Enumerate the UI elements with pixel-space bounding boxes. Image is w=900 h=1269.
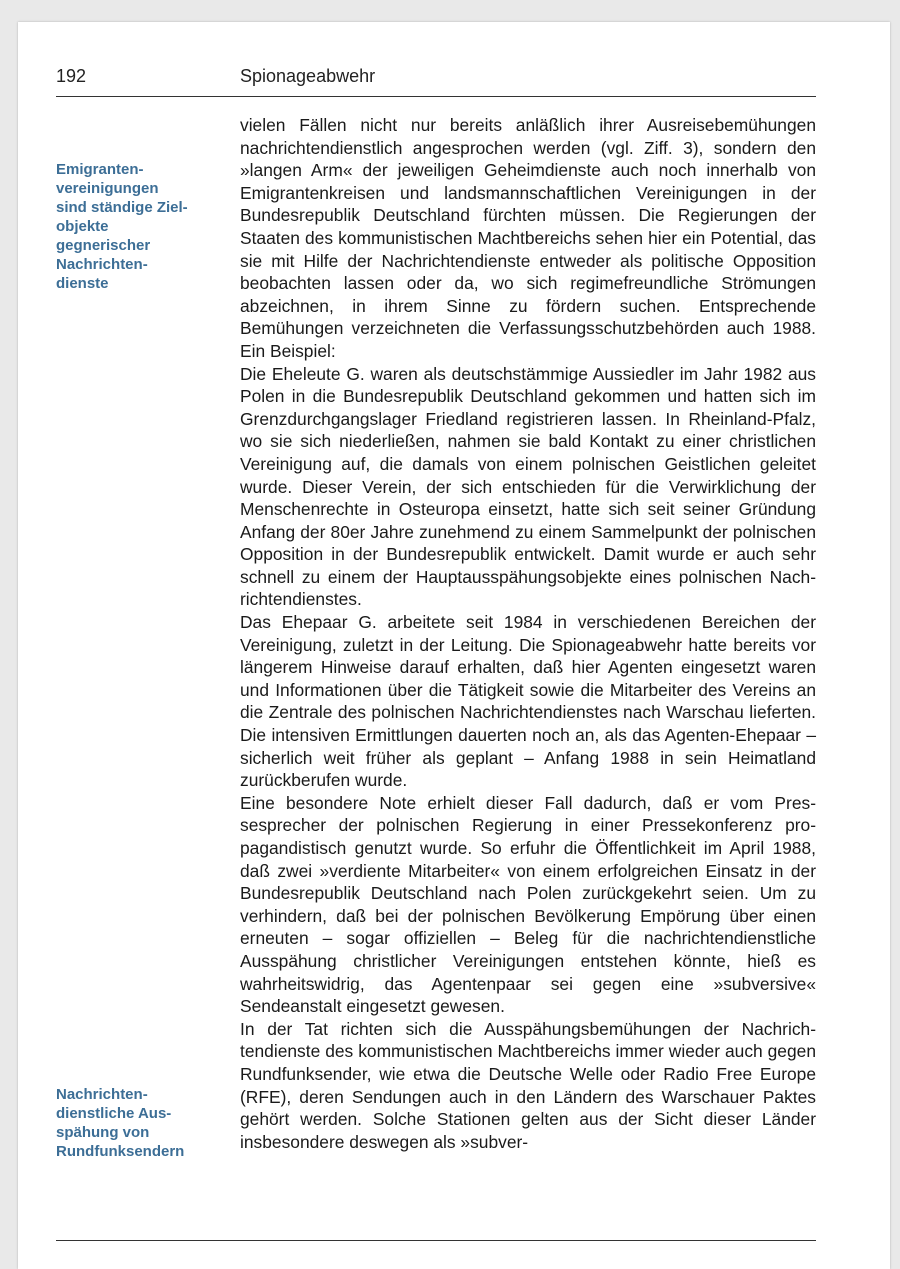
page-header [18,66,890,92]
paragraph: vielen Fällen nicht nur bereits anläßlich ihrer Ausreisebemühungen nachrichtendienstlich angesprochen werden (vgl. Ziff. 3), sondern den »langen Arm« der jeweiligen Geheimdienste auch noch innerhalb von Emigrantenkreisen und landsmannschaftlichen Vereinigungen in der Bundesrepublik Deutschland fürchten müssen. Die Regierungen der Staaten des kommunistischen Machtbereichs sehen hier ein Potential, das sie mit Hilfe der Nachrichtendienste entweder als politische Opposition beobachten lassen oder da, wo sich regimefreundliche Strömungen abzeichnen, in ihrem Sinne zu fördern suchen. Entsprechende Bemühungen verzeichneten die Verfassungsschutzbehörden auch 1988. Ein Beispiel: [240,115,816,361]
paragraph: Das Ehepaar G. arbeitete seit 1984 in verschiedenen Bereichen der Vereinigung, zuletzt in der Leitung. Die Spionageabwehr hatte bereits vor längerem Hinweise darauf erhalten, daß hier Agenten eingesetzt waren und Informationen über die Tätigkeit sowie die Mitarbeiter des Vereins an die Zentrale des polnischen Nachrichtendienstes nach Warschau lieferten. Die intensiven Ermittlungen dauerten noch an, als das Agenten-Ehepaar – sicherlich weit früher als geplant – Anfang 1988 in sein Heimatland zurückberufen wurde. [240,612,816,791]
margin-note-emigrant-associations: Emigranten- vereinigungen sind ständige Ziel- objekte gegnerischer Nachrichten- dienste [56,161,188,292]
body-text [240,114,816,1153]
paragraph: Eine besondere Note erhielt dieser Fall dadurch, daß er vom Pressesprecher der polnischen Regierung in einer Pressekonferenz propagandistisch genutzt wurde. So erfuhr die Öffentlichkeit im April 1988, daß zwei »verdiente Mitarbeiter« von einem erfolgreichen Einsatz in der Bundesrepublik Deutschland nach Polen zurückgekehrt seien. Um zu verhindern, daß bei der polnischen Bevölkerung Empörung über einen erneuten – sogar offiziellen – Beleg für die nachrichtendienstliche Ausspähung christlicher Vereinigungen entstehen könnte, hieß es wahrheitswidrig, das Agentenpaar sei gegen eine »subversive« Sendeanstalt eingesetzt gewesen. [240,792,816,1017]
footer-rule [56,1240,816,1241]
running-title: Spionageabwehr [240,66,376,86]
paragraph: Die Eheleute G. waren als deutschstämmige Aussiedler im Jahr 1982 aus Polen in die Bundesrepublik Deutschland gekommen und hatten sich im Grenzdurchgangslager Friedland registrieren lassen. In Rheinland-Pfalz, wo sie sich niederließen, nahmen sie bald Kontakt zu einer christlichen Vereinigung auf, die damals von einem polnischen Geistlichen geleitet wurde. Dieser Verein, der sich entschieden für die Verwirklichung der Menschenrechte in Osteuropa einsetzt, hatte sich seit seiner Gründung Anfang der 80er Jahre zunehmend zu einem Sammelpunkt der polnischen Opposition in der Bundesrepublik entwickelt. Damit wurde er auch sehr schnell zu einem der Hauptausspähungsobjekte eines polnischen Nachrichtendienstes. [240,363,816,610]
paragraph: In der Tat richten sich die Ausspähungsbemühungen der Nachrichtendienste des kommunistischen Machtbereichs immer wieder auch gegen Rundfunksender, wie etwa die Deutsche Welle oder Radio Free Europe (RFE), deren Sendungen auch in den Ländern des Warschauer Paktes gehört werden. Solche Stationen gelten aus der Sicht dieser Länder insbesondere deswegen als »subver- [240,1018,816,1152]
margin-note-radio-espionage: Nachrichten- dienstliche Aus- spähung von Rundfunksendern [56,1086,185,1160]
header-rule [56,96,816,97]
document-page [18,22,890,1269]
page-number: 192 [56,66,87,86]
